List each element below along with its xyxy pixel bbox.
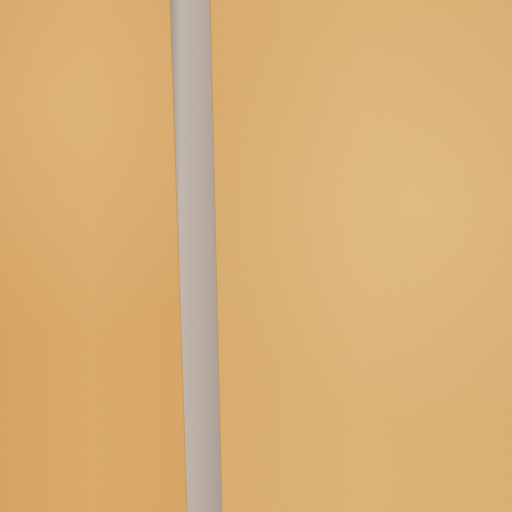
gray-vertical-strip [170, 0, 222, 512]
